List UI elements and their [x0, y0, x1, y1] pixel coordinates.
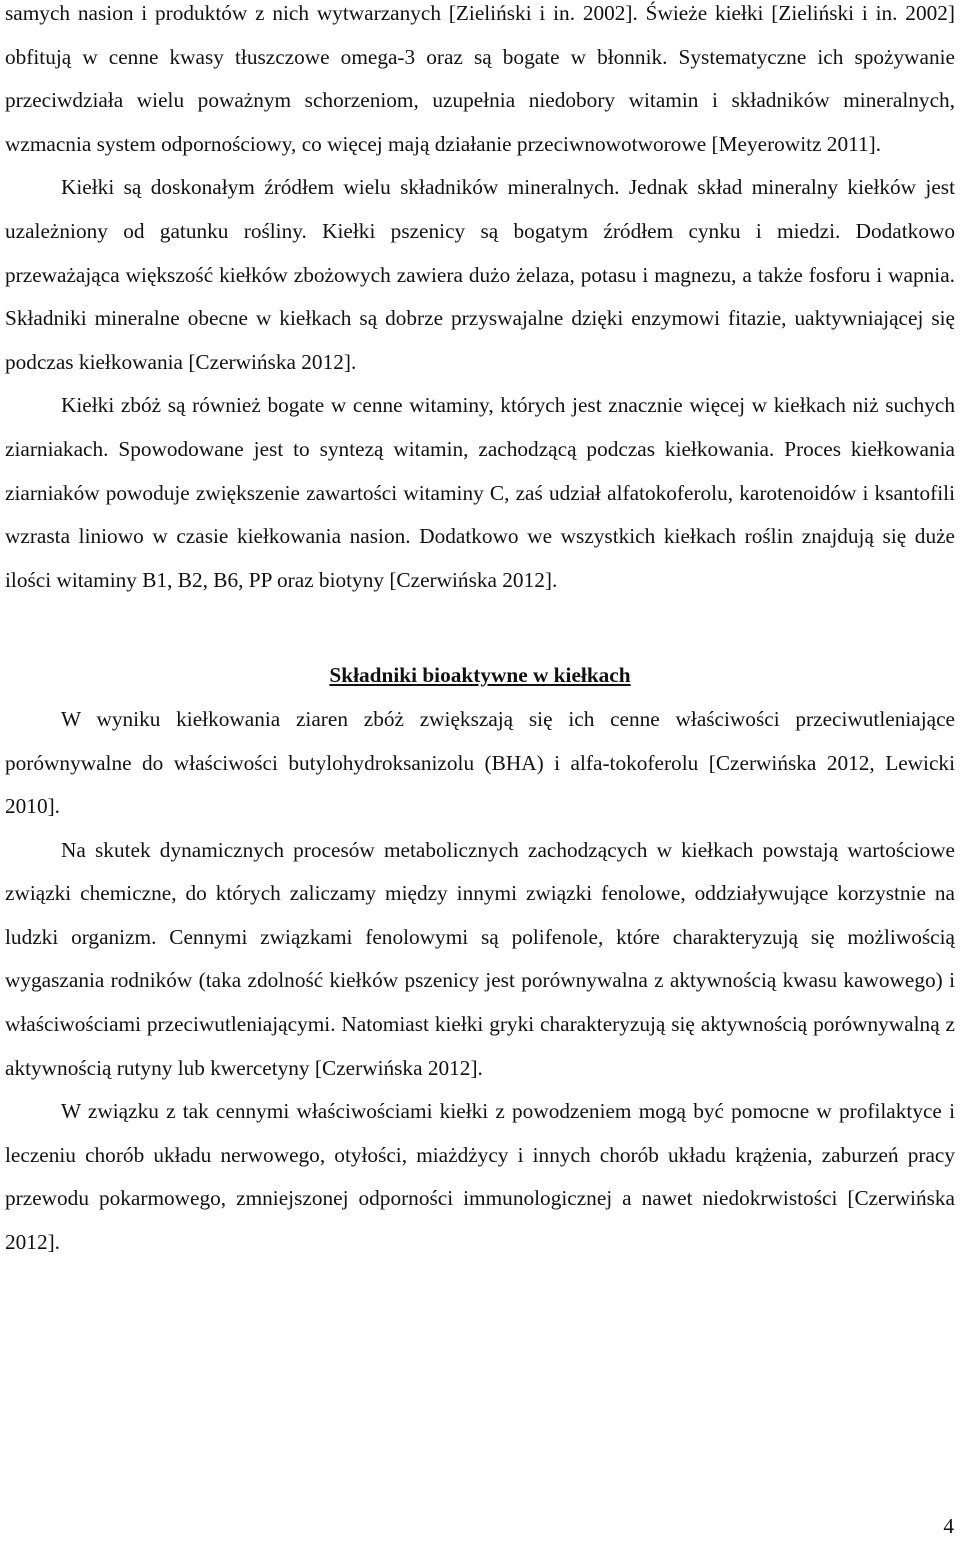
paragraph-phenolics: Na skutek dynamicznych procesów metabolicznych zachodzących w kiełkach powstają wartościowe związki chemiczne, do których zaliczamy między innymi związki fenolowe, oddziaływujące korzystnie na ludzki organizm. Cennymi związkami fenolowymi są polifenole, które charakteryzują się możliwością wygaszania rodników (taka zdolność kiełków pszenicy jest porównywalna z aktywnością kwasu kawowego) i właściwościami przeciwutleniającymi. Natomiast kiełki gryki charakteryzują się aktywnością porównywalną z aktywnością rutyny lub kwercetyny [Czerwińska 2012].	[5, 837, 955, 1080]
page-number: 4	[943, 1514, 954, 1538]
document-page	[5, 0, 955, 1265]
paragraph-vitamins: Kiełki zbóż są również bogate w cenne witaminy, których jest znacznie więcej w kiełkach niż suchych ziarniakach. Spowodowane jest to syntezą witamin, zachodzącą podczas kiełkowania. Proces kiełkowania ziarniaków powoduje zwiększenie zawartości witaminy C, zaś udział alfatokoferolu, karotenoidów i ksantofili wzrasta liniowo w czasie kiełkowania nasion. Dodatkowo we wszystkich kiełkach roślin znajdują się duże ilości witaminy B1, B2, B6, PP oraz biotyny [Czerwińska 2012].	[5, 393, 955, 592]
paragraph-minerals: Kiełki są doskonałym źródłem wielu składników mineralnych. Jednak skład mineralny kiełków jest uzależniony od gatunku rośliny. Kiełki pszenicy są bogatym źródłem cynku i miedzi. Dodatkowo przeważająca większość kiełków zbożowych zawiera dużo żelaza, potasu i magnezu, a także fosforu i wapnia. Składniki mineralne obecne w kiełkach są dobrze przyswajalne dzięki enzymowi fitazie, uaktywniającej się podczas kiełkowania [Czerwińska 2012].	[5, 175, 955, 374]
paragraph-continued: samych nasion i produktów z nich wytwarzanych [Zieliński i in. 2002]. Świeże kiełki [Zieliński i in. 2002] obfitują w cenne kwasy tłuszczowe omega-3 oraz są bogate w błonnik. Systematyczne ich spożywanie przeciwdziała wielu poważnym schorzeniom, uzupełnia niedobory witamin i składników mineralnych, wzmacnia system odpornościowy, co więcej mają działanie przeciwnowotworowe [Meyerowitz 2011].	[5, 1, 955, 156]
paragraph-health-benefits: W związku z tak cennymi właściwościami kiełki z powodzeniem mogą być pomocne w profilaktyce i leczeniu chorób układu nerwowego, otyłości, miażdżycy i innych chorób układu krążenia, zaburzeń pracy przewodu pokarmowego, zmniejszonej odporności immunologicznej a nawet niedokrwistości [Czerwińska 2012].	[5, 1099, 955, 1255]
section-heading: Składniki bioaktywne w kiełkach	[329, 663, 631, 688]
paragraph-antioxidants: W wyniku kiełkowania ziaren zbóż zwiększają się ich cenne właściwości przeciwutleniające porównywalne do właściwości butylohydroksanizolu (BHA) i alfa-tokoferolu [Czerwińska 2012, Lewicki 2010].	[5, 706, 955, 819]
